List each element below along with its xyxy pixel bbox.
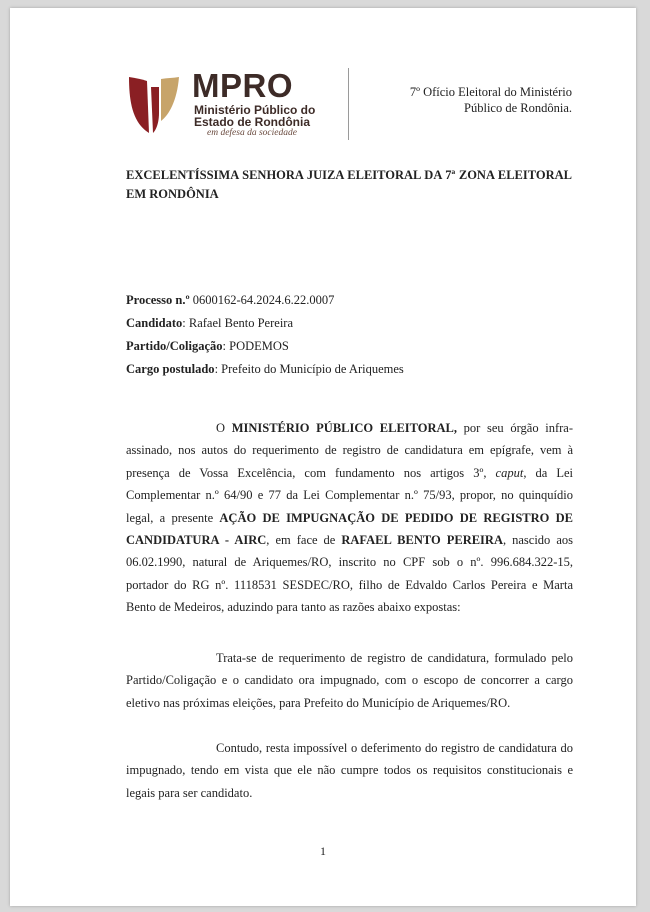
- document-page: [10, 8, 636, 906]
- paragraph-3: Contudo, resta impossível o deferimento do registro de candidatura do impugnado, tendo em vista que ele não cumpre todos os requisitos constitucionais e legais para ser candidato.: [126, 741, 573, 800]
- paragraph-1: [126, 417, 573, 619]
- p1-italic-1: caput: [495, 465, 524, 480]
- case-party-label: Partido/Coligação: [126, 339, 223, 353]
- mpro-emblem-icon: [127, 73, 185, 135]
- p1-text-5: , nascido aos 06.02.1990, natural de Ariquemes/RO, inscrito no CPF sob o nº. 996.684.322-15, portador do RG nº. 1118531 SESDEC/RO, filho de Edvaldo Carlos Pereira e Marta Bento de Medeiros, aduzindo para tanto as razões abaixo expostas:: [126, 533, 573, 615]
- case-candidate: [126, 312, 576, 335]
- header-divider: [348, 68, 349, 140]
- p1-text-4: , em face de: [266, 533, 342, 548]
- paragraph-2: Trata-se de requerimento de registro de candidatura, formulado pelo Partido/Coligação e o candidato ora impugnado, com o escopo de concorrer a cargo eletivo nas próximas eleições, para Prefeito do Município de Ariquemes/RO.: [126, 651, 573, 710]
- case-candidate-value: : Rafael Bento Pereira: [182, 316, 293, 330]
- logo-brand: MPRO: [192, 67, 293, 104]
- logo-line1: Ministério Público do: [194, 103, 316, 117]
- office-line2: Público de Rondônia.: [464, 101, 572, 115]
- case-party: [126, 335, 576, 358]
- case-office: [126, 358, 576, 381]
- p1-bold-1: MINISTÉRIO PÚBLICO ELEITORAL,: [231, 421, 458, 435]
- case-office-value: : Prefeito do Município de Ariquemes: [214, 362, 404, 376]
- case-party-value: : PODEMOS: [222, 339, 289, 353]
- case-office-label: Cargo postulado: [126, 362, 215, 376]
- p1-bold-2: AÇÃO DE IMPUGNAÇÃO DE PEDIDO DE REGISTRO DE CANDIDATURA - AIRC: [126, 510, 574, 548]
- p1-text-2: por seu órgão infra-assinado, nos autos do requerimento de registro de candidatura em epígrafe, vem à presença de Vossa Excelência, com fundamento nos artigos 3º,: [126, 421, 573, 480]
- p1-bold-3: RAFAEL BENTO PEREIRA: [341, 533, 503, 548]
- case-process: [126, 289, 576, 312]
- case-candidate-label: Candidato: [126, 316, 183, 330]
- addressee: EXCELENTÍSSIMA SENHORA JUIZA ELEITORAL DA 7ª ZONA ELEITORAL EM RONDÔNIA: [126, 168, 572, 201]
- p1-text-3: , da Lei Complementar n.º 64/90 e 77 da Lei Complementar n.º 75/93, propor, no quinquídio legal, a presente: [126, 465, 573, 525]
- case-process-label: Processo n.º: [126, 293, 190, 307]
- page-number: 1: [320, 844, 326, 858]
- mpro-logo: [127, 67, 327, 141]
- logo-tagline: em defesa da sociedade: [207, 128, 297, 138]
- case-info: [126, 289, 576, 381]
- office-title: [372, 84, 572, 116]
- case-process-value: 0600162-64.2024.6.22.0007: [189, 293, 335, 307]
- p1-text-1: O: [216, 421, 232, 435]
- logo-line2: Estado de Rondônia: [194, 115, 311, 129]
- office-line1: 7º Ofício Eleitoral do Ministério: [409, 85, 572, 99]
